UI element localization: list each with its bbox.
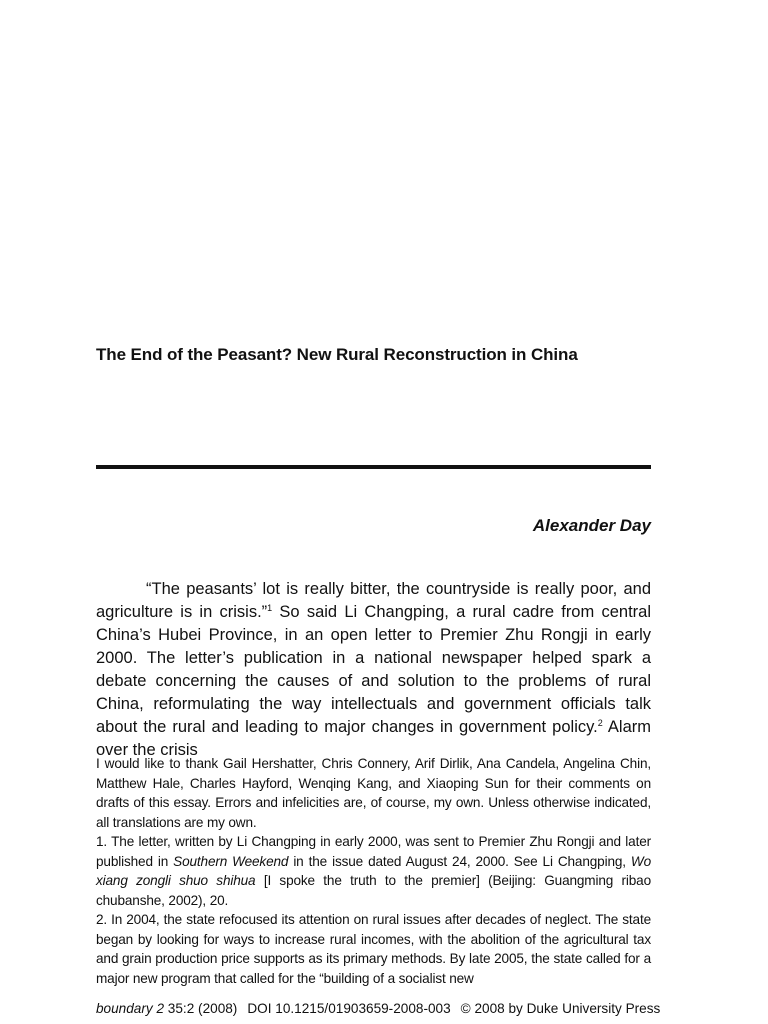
copyright: © 2008 by Duke University Press xyxy=(460,1001,661,1016)
author-name: Alexander Day xyxy=(532,516,651,535)
footnotes xyxy=(96,754,651,988)
footnote-ref-2[interactable]: 2 xyxy=(597,718,603,728)
body-text-part-3: Alarm over the crisis xyxy=(96,718,651,759)
acknowledgment-note: I would like to thank Gail Hershatter, Chris Connery, Arif Dirlik, Ana Candela, Angelina Chin, Matthew Hale, Charles Hayford, Wenqing Kang, and Xiaoping Sun for their comments on drafts of this essay. Errors and infelicities are, of course, my own. Unless otherwise indicated, all translations are my own. xyxy=(96,756,651,830)
body-text-part-1: “The peasants’ lot is really bitter, the countryside is really poor, and agriculture is in crisis.” xyxy=(96,580,651,621)
footnote-1-text-a: 1. The letter, written by Li Changping in early 2000, was sent to Premier Zhu Rongji and later published in xyxy=(96,834,651,869)
footnote-2: 2. In 2004, the state refocused its attention on rural issues after decades of neglect. The state began by looking for ways to increase rural incomes, with the abolition of the agricultural tax and grain production price supports as its primary methods. By late 2005, the state called for a major new program that called for the “building of a socialist new xyxy=(96,912,651,986)
page-footer xyxy=(96,1000,661,1018)
journal-name: boundary 2 xyxy=(96,1001,165,1016)
footnote-1-publication: Southern Weekend xyxy=(173,853,289,869)
body-text-part-2: So said Li Changping, a rural cadre from central China’s Hubei Province, in an open letter to Premier Zhu Rongji in early 2000. The letter’s publication in a national newspaper helped spark a debate concerning the causes of and solution to the problems of rural China, reformulating the way intellectuals and government officials talk about the rural and leading to major changes in government policy. xyxy=(96,603,651,736)
body-paragraph xyxy=(96,578,651,762)
doi: DOI 10.1215/01903659-2008-003 xyxy=(247,1001,451,1016)
title-divider xyxy=(96,465,651,469)
article-page xyxy=(96,0,661,1024)
footnote-1-text-c: [I spoke the truth to the premier] (Beijing: Guangming ribao chubanshe, 2002), 20. xyxy=(96,873,651,908)
article-title: The End of the Peasant? New Rural Reconstruction in China xyxy=(96,345,578,364)
footnote-1 xyxy=(96,832,651,910)
journal-issue: 35:2 (2008) xyxy=(164,1001,238,1016)
footnote-1-book-title: Wo xiang zongli shuo shihua xyxy=(96,853,651,888)
footnote-1-text-b: in the issue dated August 24, 2000. See Li Changping, xyxy=(288,853,631,869)
footnote-ref-1[interactable]: 1 xyxy=(267,603,273,613)
